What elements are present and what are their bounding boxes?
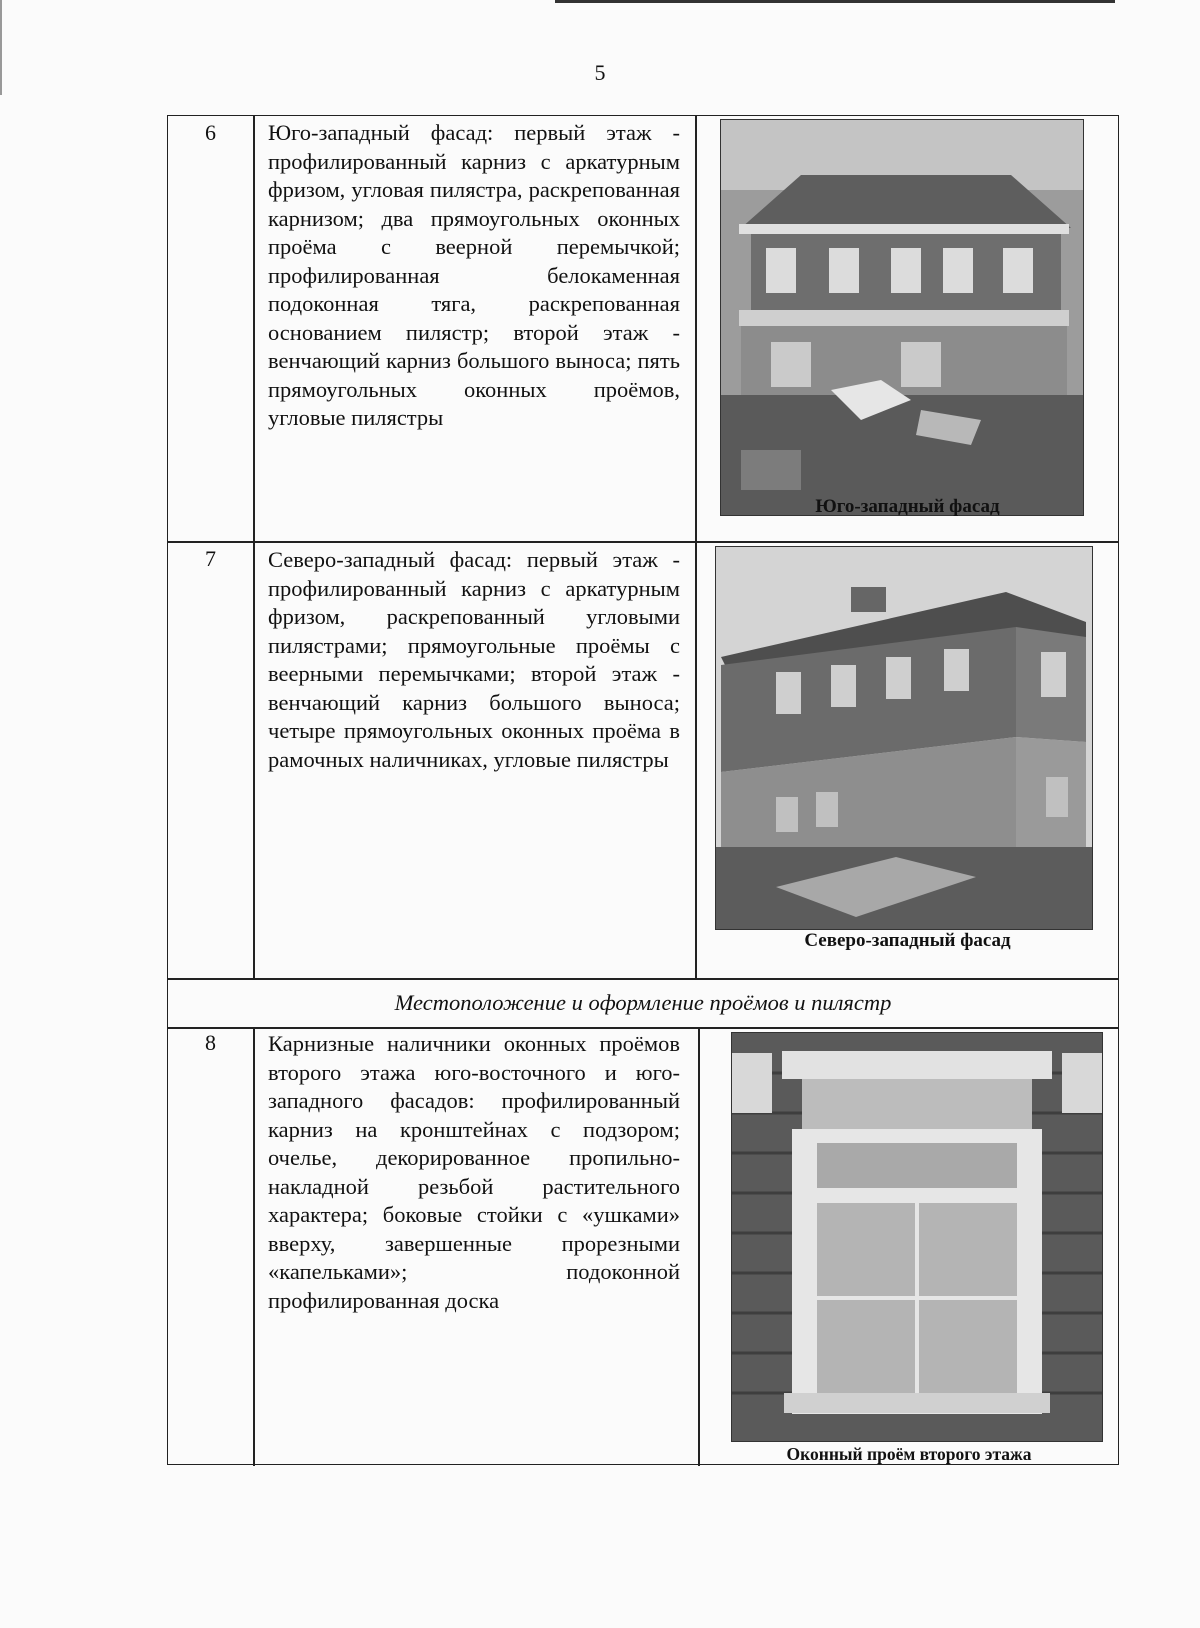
row-divider xyxy=(168,1027,1118,1029)
photo-caption: Юго-западный фасад xyxy=(815,496,1000,517)
top-rule xyxy=(555,0,1115,3)
house-facade-image xyxy=(721,120,1083,515)
row-description: Северо-западный фасад: первый этаж - профилированный карниз с аркатурным фризом, раскрепованный угловыми пилястрами; прямоугольные проёмы с веерными перемычками; второй этаж - венчающий карниз большого выноса; четыре прямоугольных оконных проёма в рамочных наличниках, угловые пилястры xyxy=(268,547,680,772)
northwest-facade-photo xyxy=(715,546,1093,930)
column-divider xyxy=(695,116,697,978)
house-facade-image xyxy=(716,547,1092,929)
row-number: 8 xyxy=(205,1030,216,1055)
photo-caption: Северо-западный фасад xyxy=(804,930,1011,951)
window-frame-photo xyxy=(731,1032,1103,1442)
page-number: 5 xyxy=(594,60,606,85)
description-table xyxy=(167,115,1119,1465)
row-number: 7 xyxy=(205,546,216,571)
window-image xyxy=(732,1033,1102,1441)
section-heading: Местоположение и оформление проёмов и пилястр xyxy=(394,990,892,1015)
column-divider xyxy=(253,1027,255,1466)
column-divider xyxy=(698,1027,700,1466)
row-number: 6 xyxy=(205,120,216,145)
row-description: Карнизные наличники оконных проёмов второго этажа юго-восточного и юго-западного фасадов: профилированный карниз на кронштейнах с подзором; очелье, декорированное пропильно-накладной резьбой растительного характера; боковые стойки с «ушками» вверху, завершенные прорезными «капельками»; подоконной профилированная доска xyxy=(268,1031,680,1313)
photo-caption: Оконный проём второго этажа xyxy=(786,1444,1032,1464)
southwest-facade-photo xyxy=(720,119,1084,516)
column-divider xyxy=(253,116,255,978)
row-description: Юго-западный фасад: первый этаж - профилированный карниз с аркатурным фризом, угловая пилястра, раскрепованная карнизом; два прямоугольных оконных проёма с веерной перемычкой; профилированная белокаменная подоконная тяга, раскрепованная основанием пилястр; второй этаж - венчающий карниз большого выноса; пять прямоугольных оконных проёмов, угловые пилястры xyxy=(268,120,680,430)
row-divider xyxy=(168,541,1118,543)
